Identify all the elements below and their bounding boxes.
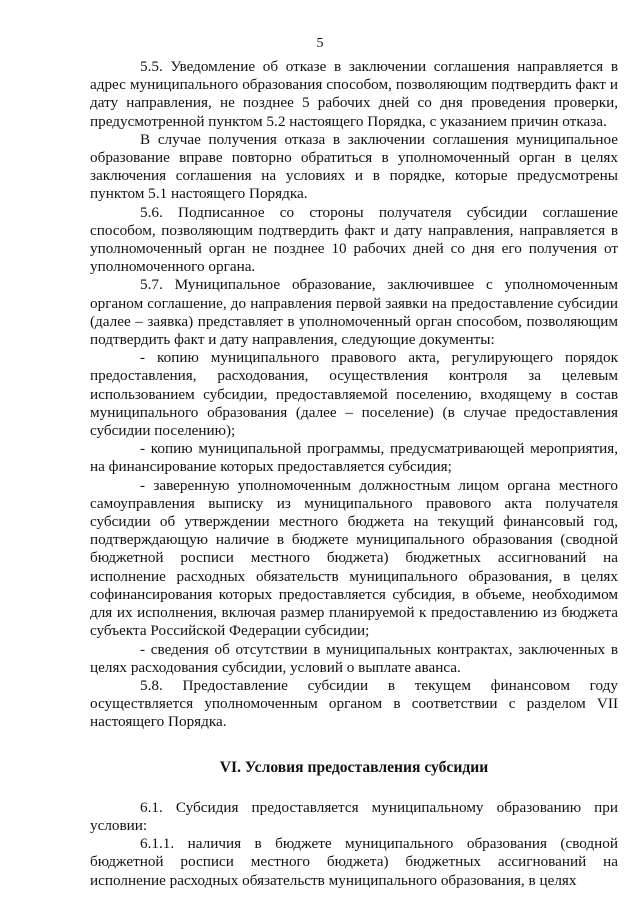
paragraph-5-5: 5.5. Уведомление об отказе в заключении соглашения направляется в адрес муниципального образования способом, позволяющим подтвердить факт и дату направления, не позднее 5 рабочих дней со дня проведения проверки, предусмотренной пунктом 5.2 настоящего Порядка, с указанием причин отказа. [90,58,618,130]
section-heading: VI. Условия предоставления субсидии [219,758,489,776]
page-number: 5 [316,36,324,51]
list-item-advance-info: - сведения об отсутствии в муниципальных контрактах, заключенных в целях расходования субсидии, условий о выплате аванса. [90,640,618,676]
list-item-program-copy: - копию муниципальной программы, предусматривающей мероприятия, на финансирование которых предоставляется субсидия; [90,440,618,476]
list-item-budget-extract: - заверенную уполномоченным должностным лицом органа местного самоуправления выписку из муниципального правового акта получателя субсидии об утверждении местного бюджета на текущий финансовый год, подтверждающую наличие в бюджете муниципального образования (сводной бюджетной росписи местного бюджета) бюджетных ассигнований на исполнение расходных обязательств муниципального образования, в целях софинансирования которых предоставляется субсидия, в объеме, необходимом для их исполнения, включая размер планируемой к предоставлению из бюджета субъекта Российской Федерации субсидии; [90,476,618,640]
document-body [90,58,618,890]
list-item-legal-act-copy: - копию муниципального правового акта, регулирующего порядок предоставления, расходования, осуществления контроля за целевым использованием субсидии, предоставляемой поселению, входящему в состав муниципального образования (далее – поселение) (в случае предоставления субсидии поселению); [90,349,618,440]
paragraph-5-6: 5.6. Подписанное со стороны получателя субсидии соглашение способом, позволяющим подтвердить факт и дату направления, направляется в уполномоченный орган не позднее 10 рабочих дней со дня его получения от уполномоченного органа. [90,203,618,276]
paragraph-6-1-1: 6.1.1. наличия в бюджете муниципального образования (сводной бюджетной росписи местного бюджета) бюджетных ассигнований на исполнение расходных обязательств муниципального образования, в целях [90,835,618,889]
paragraph-6-1: 6.1. Субсидия предоставляется муниципальному образованию при условии: [90,798,618,834]
paragraph-5-8: 5.8. Предоставление субсидии в текущем финансовом году осуществляется уполномоченным органом в соответствии с разделом VII настоящего Порядка. [90,676,618,731]
paragraph-5-5-refusal: В случае получения отказа в заключении соглашения муниципальное образование вправе повторно обратиться в уполномоченный орган в целях заключения соглашения на условиях и в порядке, которые предусмотрены пунктом 5.1 настоящего Порядка. [90,130,618,203]
paragraph-5-7: 5.7. Муниципальное образование, заключившее с уполномоченным органом соглашение, до направления первой заявки на предоставление субсидии (далее – заявка) представляет в уполномоченный орган способом, позволяющим подтвердить факт и дату направления, следующие документы: [90,276,618,349]
